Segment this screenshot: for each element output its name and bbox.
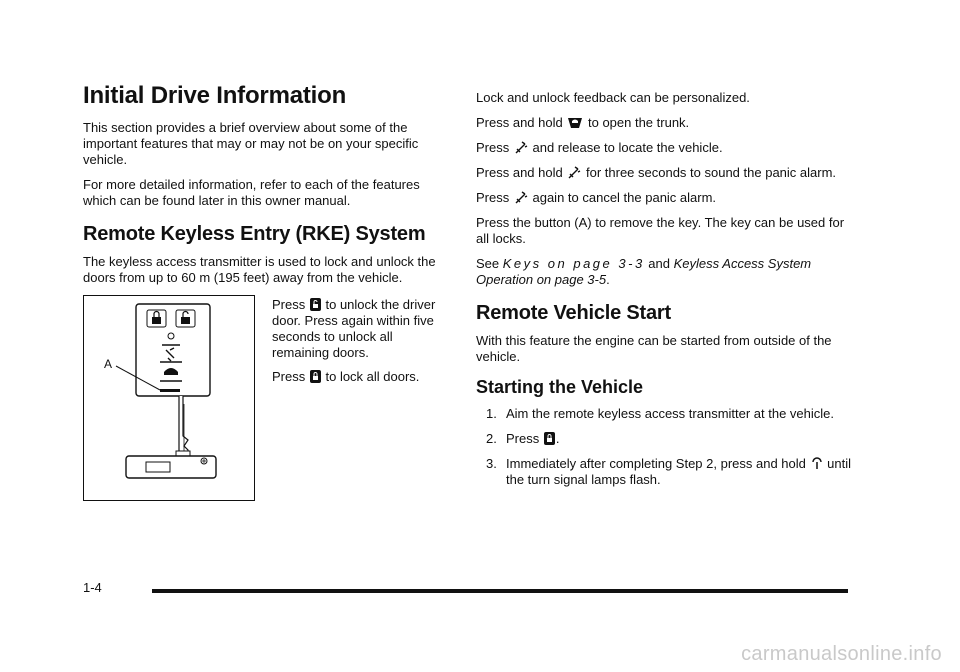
feedback-paragraph: Lock and unlock feedback can be personalized. [476, 90, 750, 105]
step-number: 3. [486, 456, 497, 471]
panic-icon [514, 141, 528, 156]
trunk-pre: Press and hold [476, 115, 563, 130]
key-fob-figure-row [83, 295, 453, 505]
list-item [486, 406, 856, 422]
lock-paragraph [272, 369, 452, 385]
panic-icon [514, 191, 528, 206]
see-and: and [648, 256, 670, 271]
key-fob-drawing [84, 296, 254, 500]
cancel-post: again to cancel the panic alarm. [532, 190, 717, 205]
lock-icon [310, 370, 321, 385]
rvs-heading: Remote Vehicle Start [476, 302, 671, 324]
cancel-pre: Press [476, 190, 510, 205]
page-title: Initial Drive Information [83, 82, 347, 109]
locate-pre: Press [476, 140, 510, 155]
step-number: 2. [486, 431, 497, 446]
footer-rule [152, 589, 848, 593]
step-pre: Immediately after completing Step 2, press and hold [506, 456, 806, 471]
step-text: Aim the remote keyless access transmitter at the vehicle. [506, 406, 835, 421]
watermark: carmanualsonline.info [741, 643, 942, 665]
unlock-icon [310, 298, 321, 313]
rvs-paragraph: With this feature the engine can be started from outside of the vehicle. [476, 333, 832, 364]
figure-description [272, 297, 452, 393]
page-number: 1-4 [83, 580, 102, 595]
figure-label-a: A [104, 357, 113, 371]
list-item [486, 431, 856, 447]
trunk-icon [567, 116, 583, 131]
right-column [476, 90, 856, 497]
lock-press-word: Press [272, 369, 306, 384]
key-remove-paragraph: Press the button (A) to remove the key. The key can be used for all locks. [476, 215, 845, 246]
start-steps-list [476, 406, 856, 488]
locate-post: and release to locate the vehicle. [532, 140, 723, 155]
trunk-post: to open the trunk. [587, 115, 690, 130]
lock-text: to lock all doors. [325, 369, 420, 384]
key-fob-illustration [83, 295, 255, 501]
rke-paragraph: The keyless access transmitter is used to lock and unlock the doors from up to 60 m (195 feet) away from the vehicle. [83, 254, 436, 285]
starting-heading: Starting the Vehicle [476, 377, 644, 397]
step-post: until the turn signal lamps flash. [506, 456, 851, 487]
lock-icon [544, 432, 555, 447]
step-number: 1. [486, 406, 497, 421]
intro-paragraph-2: For more detailed information, refer to each of the features which can be found later in this owner manual. [83, 177, 420, 208]
step-text [506, 456, 856, 488]
step-text [506, 431, 856, 447]
cancel-paragraph [476, 190, 856, 206]
unlock-text: to unlock the driver door. Press again within five seconds to unlock all remaining doors. [272, 297, 436, 360]
rke-heading: Remote Keyless Entry (RKE) System [83, 223, 426, 245]
trunk-paragraph [476, 115, 856, 131]
see-ref-keyless: Keyless Access System Operation on page 3-5 [476, 256, 812, 287]
see-end: . [606, 272, 610, 287]
left-column [83, 82, 453, 505]
intro-paragraph-1: This section provides a brief overview about some of the important features that may or may not be on your specific vehicle. [83, 120, 419, 167]
locate-paragraph [476, 140, 856, 156]
see-pre: See [476, 256, 500, 271]
remote-start-icon [811, 456, 823, 472]
step-pre: Press [506, 431, 540, 446]
unlock-press-word: Press [272, 297, 306, 312]
panic-paragraph [476, 165, 856, 181]
panic-icon [567, 166, 581, 181]
see-reference-paragraph [476, 256, 856, 288]
list-item [486, 456, 856, 488]
step-post: . [555, 431, 560, 446]
panic-pre: Press and hold [476, 165, 563, 180]
panic-post: for three seconds to sound the panic alarm. [585, 165, 837, 180]
see-ref-keys: Keys on page 3-3 [502, 256, 645, 271]
unlock-paragraph [272, 297, 452, 361]
